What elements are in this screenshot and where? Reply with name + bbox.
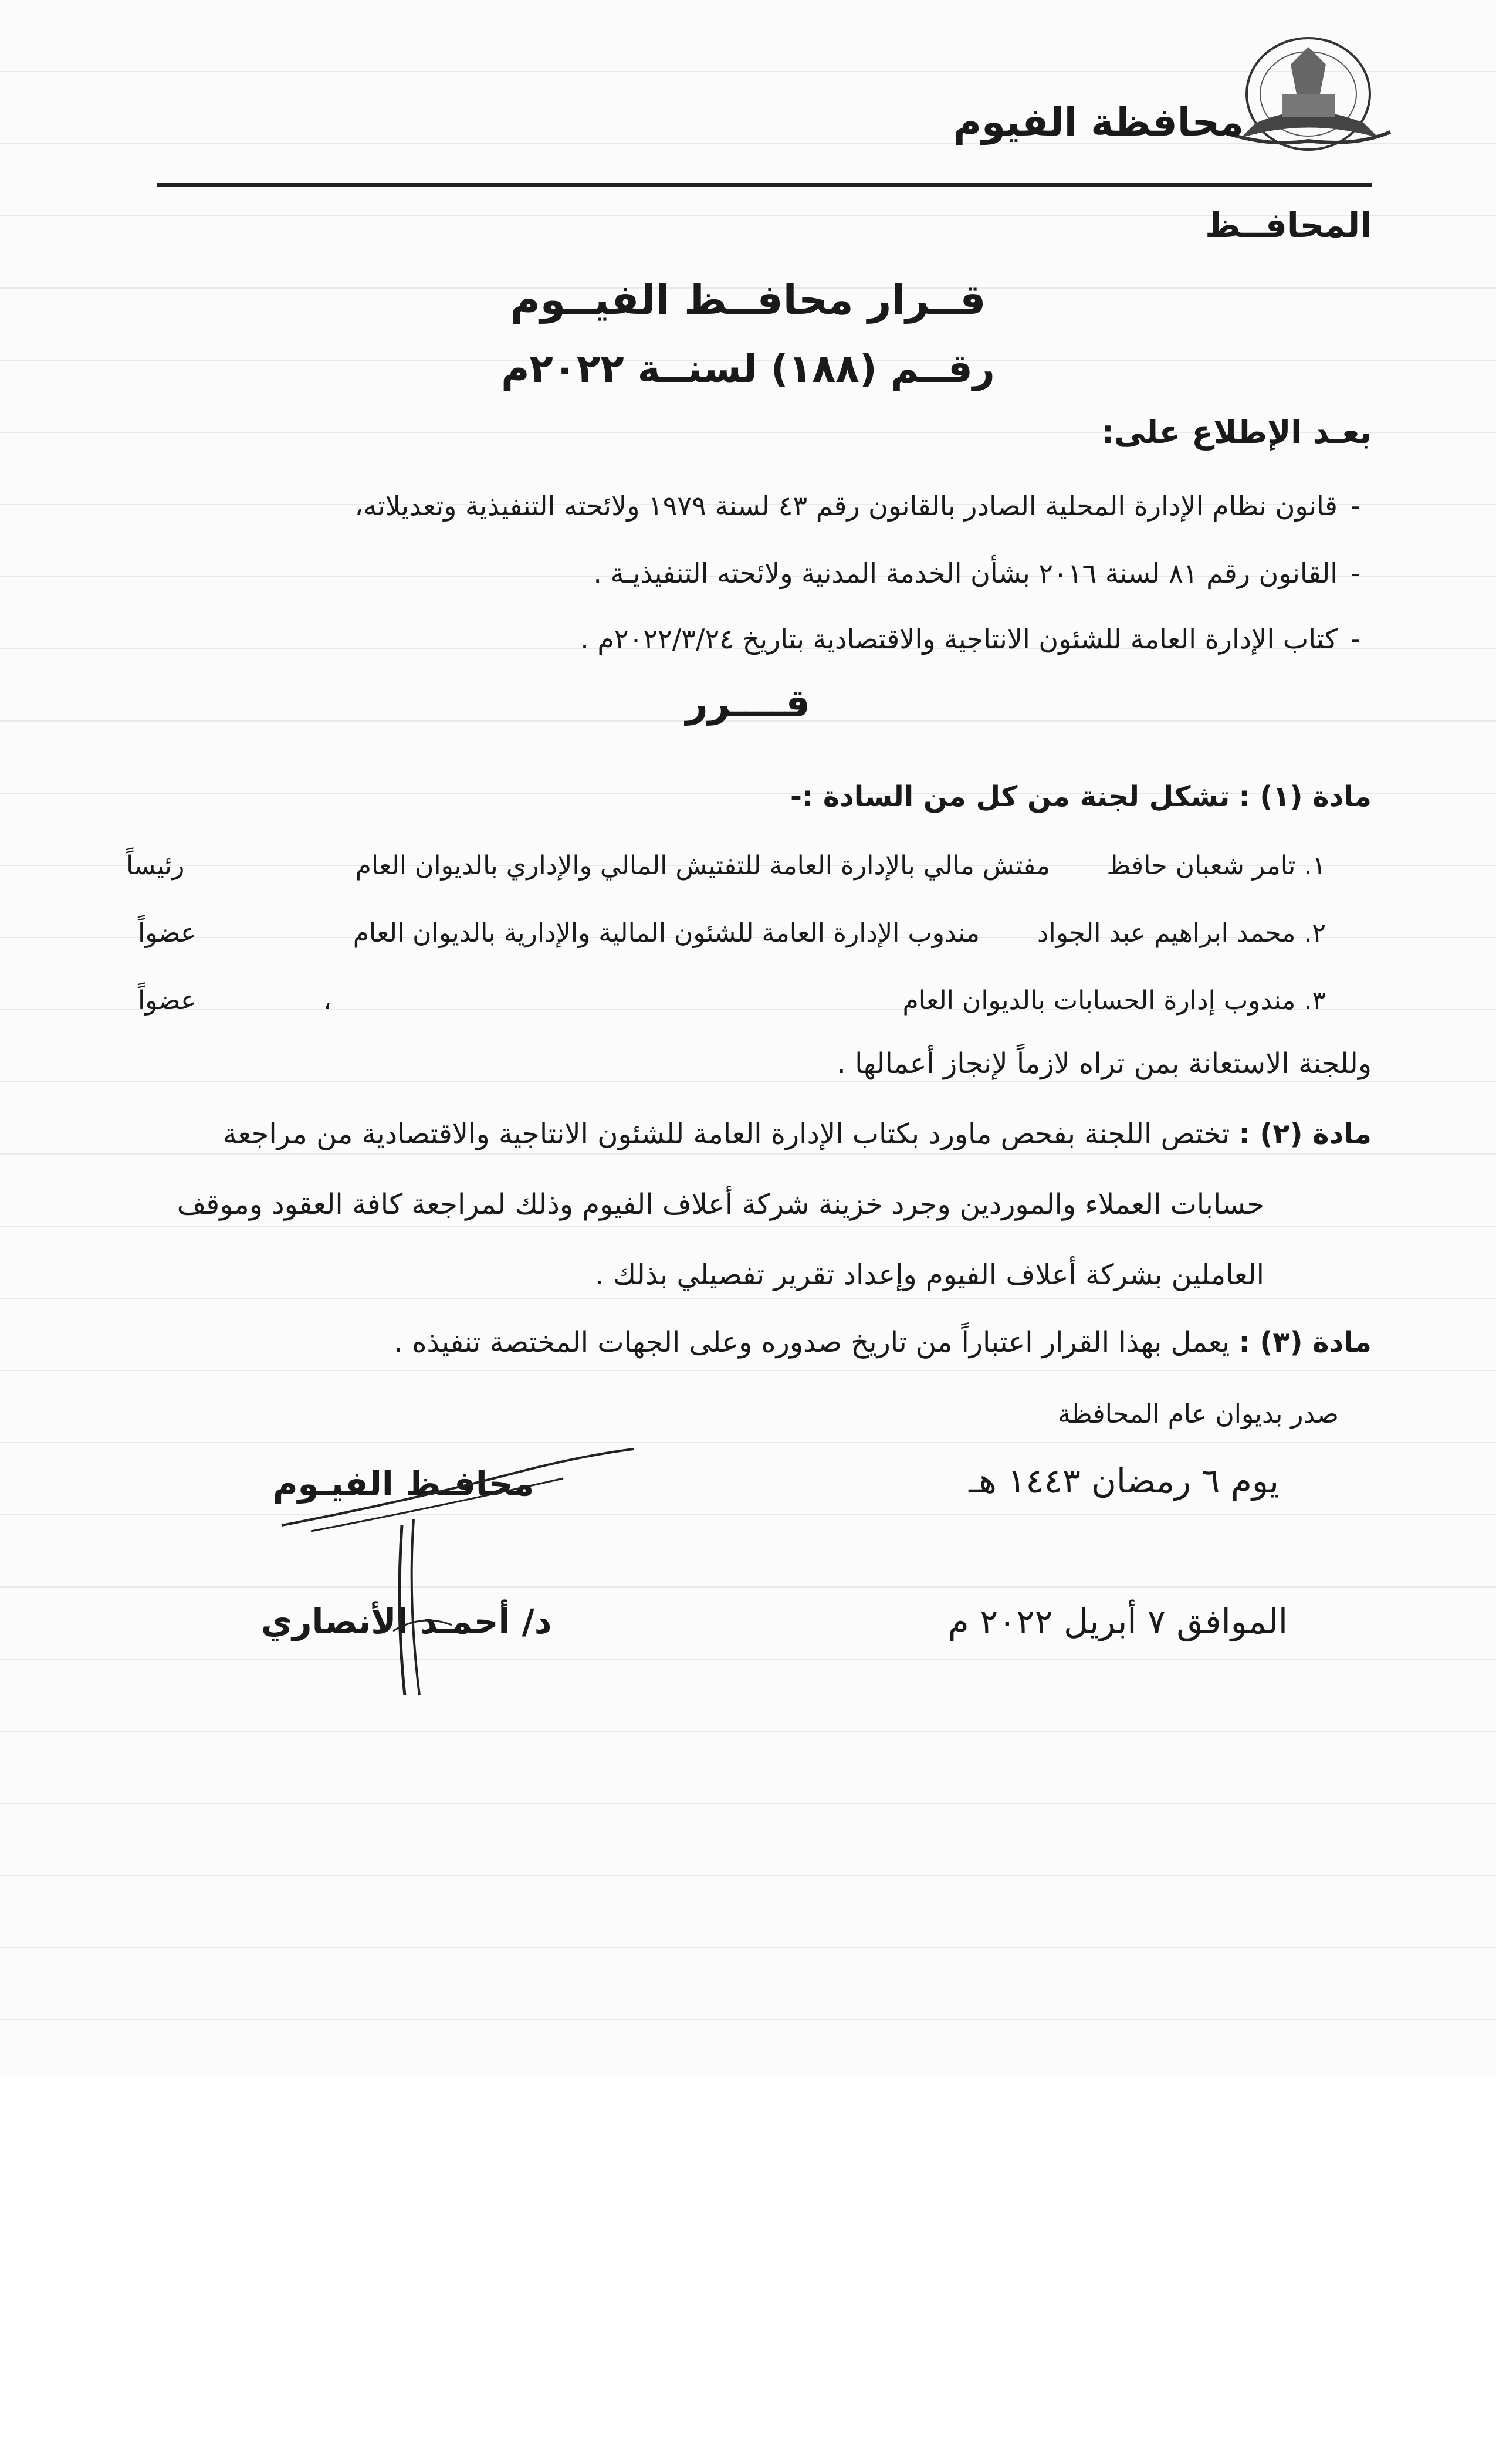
member-name: تامر شعبان حافظ: [1106, 851, 1296, 881]
office-label: المحافــظ: [1205, 205, 1372, 245]
gregorian-date: الموافق ٧ أبريل ٢٠٢٢ م: [947, 1602, 1288, 1641]
governorate-logo: [1220, 29, 1396, 164]
article-2: [223, 1118, 1372, 1150]
article-text: تشكل لجنة من كل من السادة :-: [790, 780, 1230, 813]
article-1: [790, 780, 1372, 813]
member-row: [903, 986, 1326, 1016]
article-line: حسابات العملاء والموردين وجرد خزينة شركة أعلاف الفيوم وذلك لمراجعة كافة العقود وموقف: [177, 1188, 1264, 1221]
bullet-dash: -: [1350, 490, 1360, 522]
article-label: مادة (١) :: [1238, 780, 1372, 813]
issued-at: صدر بديوان عام المحافظة: [1057, 1399, 1339, 1429]
member-number: ٢.: [1304, 918, 1326, 948]
member-number: ١.: [1304, 851, 1326, 881]
article-label: مادة (٢) :: [1238, 1118, 1372, 1150]
governor-signature: [258, 1437, 669, 1713]
member-role: عضواً: [138, 986, 197, 1016]
preamble-item-text: كتاب الإدارة العامة للشئون الانتاجية والاقتصادية بتاريخ ٢٠٢٢/٣/٢٤م .: [580, 623, 1338, 655]
preamble-item-text: قانون نظام الإدارة المحلية الصادر بالقانون رقم ٤٣ لسنة ١٩٧٩ ولائحته التنفيذية وتعديلاته،: [354, 490, 1338, 522]
member-row: [1106, 851, 1326, 881]
article-line: تختص اللجنة بفحص ماورد بكتاب الإدارة العامة للشئون الانتاجية والاقتصادية من مراجعة: [222, 1118, 1230, 1150]
member-title: مندوب الإدارة العامة للشئون المالية والإدارية بالديوان العام: [353, 918, 980, 948]
bullet-dash: -: [1350, 623, 1360, 655]
decided-heading: قــــرر: [685, 681, 811, 726]
governor-title: محافـظ الفيـوم: [273, 1464, 534, 1504]
hijri-date: يوم ٦ رمضان ١٤٤٣ هـ: [969, 1461, 1279, 1501]
article-3: [394, 1326, 1372, 1359]
member-role: رئيساً: [126, 851, 185, 881]
bullet-dash: -: [1350, 557, 1360, 589]
preamble-item-text: القانون رقم ٨١ لسنة ٢٠١٦ بشأن الخدمة المدنية ولائحته التنفيذيـة .: [593, 557, 1338, 589]
member-number: ٣.: [1304, 986, 1326, 1016]
decree-number: رقــم (١٨٨) لسنــة ٢٠٢٢م: [501, 346, 995, 391]
preamble-item: [354, 490, 1373, 522]
article-text: يعمل بهذا القرار اعتباراً من تاريخ صدوره وعلى الجهات المختصة تنفيذه .: [394, 1326, 1230, 1359]
logo-text: محافظة الفيوم: [953, 100, 1244, 145]
article-line: العاملين بشركة أعلاف الفيوم وإعداد تقرير تفصيلي بذلك .: [595, 1258, 1264, 1291]
governor-name: د/ أحمـد الأنصاري: [261, 1602, 552, 1641]
preamble-item: [580, 623, 1373, 655]
member-title: مفتش مالي بالإدارة العامة للتفتيش المالي والإداري بالديوان العام: [355, 851, 1050, 881]
member-row: [1037, 918, 1326, 948]
decree-title: قــرار محافــظ الفيــوم: [510, 276, 986, 324]
member-name: محمد ابراهيم عبد الجواد: [1037, 918, 1296, 948]
member-role: عضواً: [138, 918, 197, 948]
member-name: مندوب إدارة الحسابات بالديوان العام: [902, 986, 1296, 1016]
preamble-heading: بعـد الإطلاع على:: [1101, 414, 1372, 451]
member-title: ،: [323, 986, 331, 1016]
header-rule: [157, 183, 1372, 187]
preamble-item: [593, 557, 1373, 589]
article-1-note: وللجنة الاستعانة بمن تراه لازماً لإنجاز أعمالها .: [837, 1047, 1372, 1080]
article-label: مادة (٣) :: [1238, 1326, 1372, 1359]
